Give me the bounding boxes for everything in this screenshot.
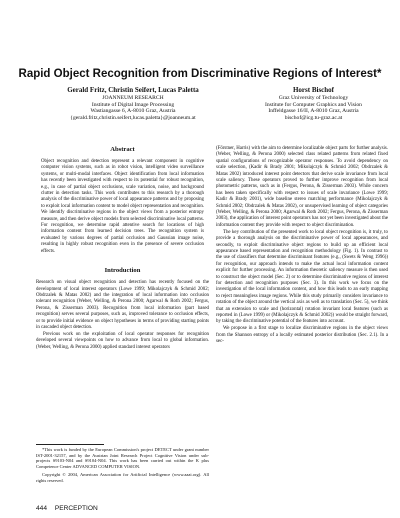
intro-paragraph: Previous work on the exploitation of local operator responses for recognition developed several viewpoints on how to advance from local to global information. (Weber, Welling, & Perona 2000) applied standard interest operators	[36, 331, 209, 350]
paper-title: Rapid Object Recognition from Discriminative Regions of Interest*	[18, 68, 382, 80]
author-dept: Institute for Computer Graphics and Vision	[265, 101, 362, 108]
author-address: Wastiangasse 6, A-8010 Graz, Austria	[90, 108, 176, 115]
author-email: bischof@icg.tu-graz.ac.at	[284, 114, 343, 121]
section-label: PERCEPTION	[54, 505, 98, 512]
right-column	[216, 146, 388, 346]
body-paragraph: (Förstner, Harris) with the aim to determine localizable object parts for further analysis. (Weber, Welling, & Perona 2000) selected class related patterns from related fixed spatial configurations of recognizable operator responses. To avoid dependency on scale selection, (Kadir & Brady 2001; Mikolajczyk & Schmid 2002; Obdrzalek & Matas 2002) introduced interest point detectors that derive scale invariance from local scale saliency. These operators proved to further improve recognition from local photometric patterns, such as in (Fergus, Perona, & Zisserman 2003). While concern has been taken specifically with respect to issues of scale invariance (Lowe 1999; Kadir & Brady 2001), wide baseline stereo matching performance (Mikolajczyk & Schmid 2002; Obdrzalek & Matas 2002), or unsupervised learning of object categories (Weber, Welling, & Perona 2000; Agarwal & Roth 2002; Fergus, Perona, & Zisserman 2003), the application of interest point operators has not yet been investigated about the information content they provide with respect to object discrimination.	[216, 146, 388, 228]
abstract-heading: Abstract	[110, 146, 135, 153]
author-block-right	[246, 86, 381, 121]
intro-paragraph: Research on visual object recognition and detection has recently focused on the development of local interest operators (Lowe 1999; Mikolajczyk & Schmid 2002; Obdrzalek & Matas 2002) and the integration of local information into occlusion tolerant recognition (Weber, Welling, & Perona 2000; Agarwal & Roth 2002; Fergus, Perona, & Zisserman 2003). Recognition from local information (part based recognition) serves several purposes, such as, improved tolerance to occlusion effects, or to provide initial evidence on object hypotheses in terms of providing starting points in cascaded object detection.	[36, 280, 209, 330]
author-org: JOANNEUM RESEARCH	[102, 95, 164, 101]
author-block-left	[40, 86, 226, 121]
footnote	[36, 444, 209, 483]
author-dept: Institute of Digital Image Processing	[91, 101, 175, 108]
left-column	[36, 146, 209, 351]
author-address: Inffeldgasse 16/II, A-8010 Graz, Austria	[268, 108, 359, 115]
footnote-text: *This work is funded by the European Commission's project DETECT under grant number IST-2001-32157, and by the Austrian Joint Research Project Cognitive Vision under sub-projects S9103-N04 and S9104-N04. This work has been carried out within the K plus Competence Center ADVANCED COMPUTER VISION.	[36, 447, 209, 470]
page-footer	[36, 505, 104, 512]
page-number: 444	[36, 505, 48, 512]
footnote-rule	[36, 444, 104, 445]
copyright-text: Copyright © 2004, American Association for Artificial Intelligence (www.aaai.org). All rights reserved.	[36, 471, 209, 483]
abstract-text: Object recognition and detection represent a relevant component in cognitive computer vision systems, such as in robot vision, intelligent video surveillance systems, or multi-modal interfaces. Object identification from local information has recently been investigated with respect to its potential for robust recognition, e.g., in case of partial object occlusions, scale variation, noise, and background clutter in detection tasks. This work contributes to this research by a thorough analysis of the discriminative power of local appearance patterns and by proposing to exploit local information content to model object representation and recognition. We identify discriminative regions in the object views from a posterior entropy measure, and then derive object models from selected discriminative local patterns. For recognition, we determine rapid attentive search for locations of high information content from learned decision trees. The recognition system is evaluated by various degrees of partial occlusion and Gaussian image noise, resulting in highly robust recognition even in the presence of severe occlusion effects.	[41, 159, 204, 254]
body-paragraph: We propose in a first stage to localize discriminative regions in the object views from the Shannon entropy of a locally estimated posterior distribution (Sec. 2.1). In a sec-	[216, 326, 388, 345]
author-email: {gerald.fritz,christin.seifert,lucas.paletta}@joanneum.at	[70, 114, 196, 121]
author-names: Gerald Fritz, Christin Seifert, Lucas Paletta	[67, 86, 199, 94]
introduction-heading: Introduction	[104, 267, 141, 275]
author-names: Horst Bischof	[292, 86, 335, 94]
body-paragraph: The key contribution of the presented work to local object recognition is, it truly, to provide a thorough analysis on the discriminative power of local appearances, and secondly, to exploit discriminative object regions to build up an efficient local appearance based representation and recognition methodology (Fig. 1). In contrast to the use of classifiers that determine discriminant features (e.g., (Swets & Weng 1996)) for recognition, our approach intends to make the actual local information content explicit for further processing. An information theoretic saliency measure is then used to construct the object model (Sec. 2) or to determine discriminative regions of interest for detection and recognition purposes (Sec. 3). In this work we focus on the investigation of the local information content, and how this leads to an early mapping to reject meaningless image regions. While this study primarily considers invariance to rotation of the object around the vertical axis as well as to translation (Sec. 5), we think that an extension to scale and (horizontal) rotation invariant local features (such as reported in (Lowe 1999) or (Mikolajczyk & Schmid 2002)) would be straight forward, by taking the discriminative potential of the features into account.	[216, 229, 388, 325]
author-org: Graz University of Technology	[278, 95, 349, 101]
